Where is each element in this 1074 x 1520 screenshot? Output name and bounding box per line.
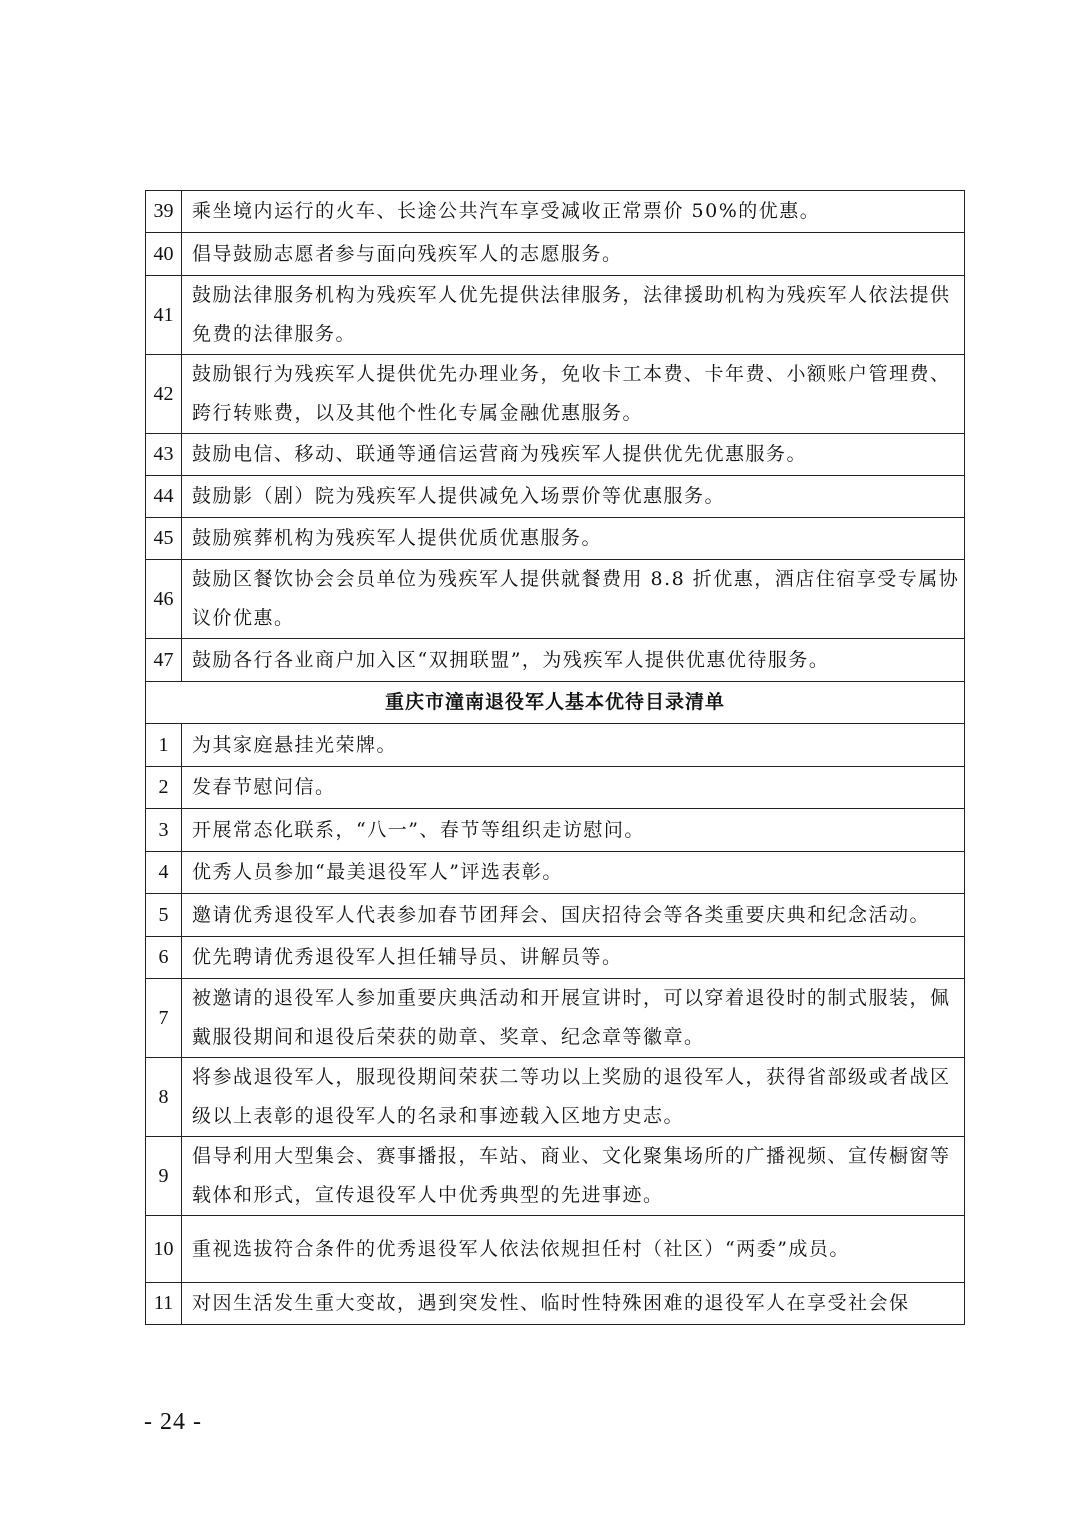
item-text: 对因生活发生重大变故，遇到突发性、临时性特殊困难的退役军人在享受社会保: [182, 1283, 965, 1325]
item-text: 鼓励银行为残疾军人提供优先办理业务，免收卡工本费、卡年费、小额账户管理费、跨行转账费，以及其他个性化专属金融优惠服务。: [182, 355, 965, 434]
table-row: [146, 894, 965, 937]
item-text: 鼓励区餐饮协会会员单位为残疾军人提供就餐费用 8.8 折优惠，酒店住宿享受专属协议价优惠。: [182, 560, 965, 639]
item-number: 3: [146, 809, 182, 852]
table-row: [146, 937, 965, 979]
item-number: 46: [146, 560, 182, 639]
item-text: 邀请优秀退役军人代表参加春节团拜会、国庆招待会等各类重要庆典和纪念活动。: [182, 894, 965, 937]
item-number: 4: [146, 852, 182, 894]
table-row: [146, 276, 965, 355]
item-text: 鼓励法律服务机构为残疾军人优先提供法律服务，法律援助机构为残疾军人依法提供免费的法律服务。: [182, 276, 965, 355]
item-number: 11: [146, 1283, 182, 1325]
section-header-row: [146, 682, 965, 724]
item-text: 被邀请的退役军人参加重要庆典活动和开展宣讲时，可以穿着退役时的制式服装，佩戴服役期间和退役后荣获的勋章、奖章、纪念章等徽章。: [182, 979, 965, 1058]
item-number: 2: [146, 767, 182, 809]
item-number: 1: [146, 724, 182, 767]
table-row: [146, 1137, 965, 1216]
section-title: 重庆市潼南退役军人基本优待目录清单: [146, 682, 965, 724]
item-text: 鼓励电信、移动、联通等通信运营商为残疾军人提供优先优惠服务。: [182, 434, 965, 476]
item-text: 优秀人员参加“最美退役军人”评选表彰。: [182, 852, 965, 894]
item-number: 8: [146, 1058, 182, 1137]
table-row: [146, 1058, 965, 1137]
item-number: 45: [146, 518, 182, 560]
table-row: [146, 639, 965, 682]
item-number: 39: [146, 191, 182, 233]
table-row: [146, 1216, 965, 1283]
benefits-table: [145, 190, 965, 1325]
item-text: 倡导鼓励志愿者参与面向残疾军人的志愿服务。: [182, 233, 965, 276]
table-row: [146, 560, 965, 639]
item-number: 41: [146, 276, 182, 355]
item-text: 将参战退役军人，服现役期间荣获二等功以上奖励的退役军人，获得省部级或者战区级以上表彰的退役军人的名录和事迹载入区地方史志。: [182, 1058, 965, 1137]
table-body: [146, 191, 965, 1325]
item-text: 鼓励殡葬机构为残疾军人提供优质优惠服务。: [182, 518, 965, 560]
item-text: 鼓励影（剧）院为残疾军人提供减免入场票价等优惠服务。: [182, 476, 965, 518]
item-text: 乘坐境内运行的火车、长途公共汽车享受减收正常票价 50%的优惠。: [182, 191, 965, 233]
table-row: [146, 809, 965, 852]
item-number: 44: [146, 476, 182, 518]
table-row: [146, 476, 965, 518]
item-text: 为其家庭悬挂光荣牌。: [182, 724, 965, 767]
item-text: 鼓励各行各业商户加入区“双拥联盟”，为残疾军人提供优惠优待服务。: [182, 639, 965, 682]
item-number: 40: [146, 233, 182, 276]
item-number: 47: [146, 639, 182, 682]
table-row: [146, 191, 965, 233]
item-text: 开展常态化联系，“八一”、春节等组织走访慰问。: [182, 809, 965, 852]
item-number: 42: [146, 355, 182, 434]
table-row: [146, 518, 965, 560]
table-row: [146, 979, 965, 1058]
table-row: [146, 724, 965, 767]
item-number: 43: [146, 434, 182, 476]
table-row: [146, 434, 965, 476]
item-text: 优先聘请优秀退役军人担任辅导员、讲解员等。: [182, 937, 965, 979]
item-text: 倡导利用大型集会、赛事播报，车站、商业、文化聚集场所的广播视频、宣传橱窗等载体和形式，宣传退役军人中优秀典型的先进事迹。: [182, 1137, 965, 1216]
table-row: [146, 1283, 965, 1325]
item-number: 5: [146, 894, 182, 937]
item-number: 6: [146, 937, 182, 979]
item-number: 9: [146, 1137, 182, 1216]
table-row: [146, 233, 965, 276]
item-number: 7: [146, 979, 182, 1058]
table-row: [146, 852, 965, 894]
table-row: [146, 355, 965, 434]
item-text: 发春节慰问信。: [182, 767, 965, 809]
item-number: 10: [146, 1216, 182, 1283]
item-text: 重视选拔符合条件的优秀退役军人依法依规担任村（社区）“两委”成员。: [182, 1216, 965, 1283]
page-number: - 24 -: [144, 1409, 202, 1435]
table-row: [146, 767, 965, 809]
